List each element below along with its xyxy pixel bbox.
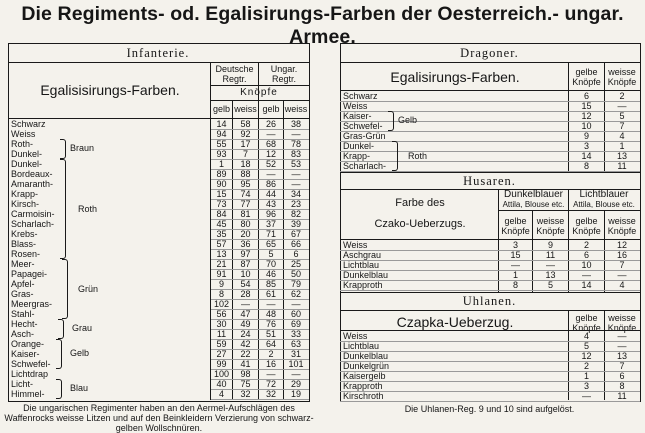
husaren-header: Husaren. bbox=[463, 174, 516, 188]
infanterie-row-value: 26 bbox=[265, 119, 276, 129]
ungar-header: Ungar. Regtr. bbox=[270, 64, 298, 84]
brace-gruen bbox=[62, 259, 68, 319]
infanterie-row-value: 29 bbox=[290, 379, 301, 389]
infanterie-row-name: Kirsch- bbox=[11, 199, 40, 209]
infanterie-row-value: 80 bbox=[240, 219, 251, 229]
infanterie-row-name: Dunkel- bbox=[11, 149, 43, 159]
infanterie-row-value: — bbox=[266, 169, 276, 179]
infanterie-row-value: 1 bbox=[218, 159, 224, 169]
infanterie-row-value: 99 bbox=[216, 359, 227, 369]
infanterie-row-value: 25 bbox=[290, 259, 301, 269]
uhlanen-row-name: Lichtblau bbox=[343, 341, 380, 351]
infanterie-row-name: Roth- bbox=[11, 139, 34, 149]
infanterie-row-name: Licht- bbox=[11, 379, 34, 389]
infanterie-row-value: 75 bbox=[240, 379, 251, 389]
infanterie-row-value: 30 bbox=[216, 319, 227, 329]
infanterie-row-value: 65 bbox=[265, 239, 276, 249]
infanterie-row-value: 2 bbox=[268, 349, 274, 359]
uhlanen-row-name: Dunkelgrün bbox=[343, 361, 390, 371]
infanterie-row-value: 42 bbox=[240, 339, 251, 349]
uhlanen-row-value: 7 bbox=[619, 361, 625, 371]
infanterie-row-value: 89 bbox=[216, 169, 227, 179]
group-roth-label: Roth bbox=[78, 204, 98, 214]
brace-roth bbox=[60, 159, 66, 259]
infanterie-row-value: — bbox=[266, 129, 276, 139]
husaren-row-value: — bbox=[511, 260, 520, 270]
dragoner-row-value: 2 bbox=[619, 91, 625, 101]
infanterie-row-value: 90 bbox=[216, 179, 227, 189]
infanterie-row-value: 56 bbox=[216, 309, 227, 319]
infanterie-row-value: 6 bbox=[293, 249, 299, 259]
infanterie-row-value: 66 bbox=[290, 239, 301, 249]
husaren-row-value: 8 bbox=[512, 280, 518, 290]
infanterie-row-value: 78 bbox=[290, 139, 301, 149]
husaren-row-value: — bbox=[546, 260, 555, 270]
infanterie-row-value: 13 bbox=[216, 249, 227, 259]
infanterie-row-name: Asch- bbox=[11, 329, 35, 339]
infanterie-row-value: 7 bbox=[242, 149, 248, 159]
infanterie-row-name: Schwarz bbox=[11, 119, 46, 129]
dragoner-row-name: Gras-Grün bbox=[343, 131, 386, 141]
infanterie-row-value: 77 bbox=[240, 199, 251, 209]
knopfe-header: Knöpfe bbox=[240, 87, 278, 98]
infanterie-row-value: 32 bbox=[265, 389, 276, 399]
uhlanen-row-value: — bbox=[582, 391, 591, 401]
dragoner-weisse-header: weisse Knöpfe bbox=[607, 67, 637, 87]
deutsche-header: Deutsche Regtr. bbox=[215, 64, 254, 84]
dragoner-row-value: — bbox=[617, 101, 627, 111]
infanterie-row-value: 91 bbox=[216, 269, 227, 279]
husaren-row-value: 10 bbox=[581, 260, 592, 270]
uhlanen-weisse-header: weisse Knöpfe bbox=[607, 313, 637, 333]
husaren-row-value: 3 bbox=[512, 240, 518, 250]
husaren-row-name: Dunkelblau bbox=[343, 270, 389, 280]
infanterie-row-name: Meergras- bbox=[11, 299, 53, 309]
infanterie-row-value: 85 bbox=[265, 279, 276, 289]
infanterie-row-value: 35 bbox=[216, 229, 227, 239]
infanterie-row-value: 43 bbox=[265, 199, 276, 209]
infanterie-row-value: 46 bbox=[265, 269, 276, 279]
infanterie-row-value: 9 bbox=[218, 279, 224, 289]
husaren-row-value: 12 bbox=[616, 240, 627, 250]
brace-blau bbox=[56, 379, 62, 399]
infanterie-row-value: — bbox=[241, 299, 250, 309]
infanterie-row-name: Kaiser- bbox=[11, 349, 40, 359]
infanterie-row-value: 4 bbox=[218, 389, 224, 399]
husaren-lichtblauer: Lichtblauer bbox=[579, 189, 629, 200]
infanterie-row-value: 67 bbox=[290, 229, 301, 239]
infanterie-row-name: Krapp- bbox=[11, 189, 39, 199]
infanterie-row-value: 74 bbox=[240, 189, 251, 199]
infanterie-row-value: — bbox=[291, 129, 301, 139]
infanterie-row-value: 17 bbox=[240, 139, 251, 149]
infanterie-header: Infanterie. bbox=[126, 46, 190, 60]
infanterie-row-value: 39 bbox=[290, 219, 301, 229]
dragoner-row-value: 10 bbox=[581, 121, 592, 131]
group-gelb-label: Gelb bbox=[70, 348, 90, 358]
infanterie-row-name: Himmel- bbox=[11, 389, 45, 399]
uhlanen-header: Uhlanen. bbox=[462, 294, 517, 308]
husaren-attila-2: Attila, Blouse etc. bbox=[573, 200, 635, 209]
dragoner-row-value: 6 bbox=[583, 91, 589, 101]
infanterie-row-value: 62 bbox=[290, 289, 301, 299]
uhlanen-row-name: Kirschroth bbox=[343, 391, 384, 401]
husaren-row-value: 13 bbox=[545, 270, 556, 280]
infanterie-row-value: 64 bbox=[265, 339, 276, 349]
dragoner-row-value: 4 bbox=[619, 131, 625, 141]
infanterie-row-value: 32 bbox=[240, 389, 251, 399]
infanterie-row-value: 53 bbox=[290, 159, 301, 169]
husaren-dunkelblauer: Dunkelblauer bbox=[504, 189, 563, 200]
infanterie-row-value: 71 bbox=[265, 229, 276, 239]
uhlanen-row-name: Weiss bbox=[343, 331, 368, 341]
husaren-gelbe-1: gelbe Knöpfe bbox=[501, 216, 530, 236]
infanterie-row-value: 22 bbox=[240, 349, 251, 359]
infanterie-row-value: 45 bbox=[216, 219, 227, 229]
infanterie-row-name: Hecht- bbox=[11, 319, 38, 329]
uhlanen-gelbe-header: gelbe Knöpfe bbox=[572, 313, 601, 333]
infanterie-row-value: 55 bbox=[216, 139, 227, 149]
infanterie-row-value: 98 bbox=[240, 369, 251, 379]
infanterie-row-value: 36 bbox=[240, 239, 251, 249]
infanterie-row-rule bbox=[211, 399, 309, 400]
infanterie-row-value: — bbox=[266, 299, 276, 309]
infanterie-row-value: 61 bbox=[265, 289, 276, 299]
uhlanen-row-value: 8 bbox=[619, 381, 625, 391]
infanterie-row-value: 15 bbox=[216, 189, 227, 199]
dragoner-row-name: Kaiser- bbox=[343, 111, 372, 121]
infanterie-row-value: 19 bbox=[290, 389, 301, 399]
infanterie-row-value: 27 bbox=[216, 349, 227, 359]
infanterie-row-name: Amaranth- bbox=[11, 179, 54, 189]
infanterie-row-value: 40 bbox=[216, 379, 227, 389]
dragoner-group-roth-label: Roth bbox=[408, 151, 428, 161]
infanterie-row-value: 83 bbox=[290, 149, 301, 159]
infanterie-row-value: 14 bbox=[216, 119, 227, 129]
infanterie-row-value: 69 bbox=[290, 319, 301, 329]
dragoner-column-title: Egalisirungs-Farben. bbox=[390, 69, 520, 85]
husaren-row-value: 11 bbox=[545, 250, 556, 260]
infanterie-row-name: Blass- bbox=[11, 239, 37, 249]
infanterie-row-name: Meer- bbox=[11, 259, 35, 269]
sub-weiss-2: weiss bbox=[284, 104, 308, 114]
husaren-row-value: 4 bbox=[619, 280, 625, 290]
infanterie-row-value: 8 bbox=[218, 289, 224, 299]
dragoner-brace-gelb bbox=[388, 111, 394, 131]
husaren-row-value: 9 bbox=[547, 240, 553, 250]
infanterie-row-value: 50 bbox=[290, 269, 301, 279]
infanterie-row-name: Bordeaux- bbox=[11, 169, 53, 179]
infanterie-row-value: — bbox=[291, 299, 301, 309]
infanterie-row-value: 88 bbox=[240, 169, 251, 179]
infanterie-row-value: 18 bbox=[240, 159, 251, 169]
infanterie-row-value: 20 bbox=[240, 229, 251, 239]
uhlanen-row-value: 12 bbox=[581, 351, 592, 361]
infanterie-row-value: 68 bbox=[265, 139, 276, 149]
husaren-row-name: Weiss bbox=[343, 240, 368, 250]
uhlanen-row-value: 3 bbox=[583, 381, 589, 391]
infanterie-row-name: Gras- bbox=[11, 289, 34, 299]
infanterie-row-value: 100 bbox=[213, 369, 230, 379]
dragoner-row-value: 13 bbox=[616, 151, 627, 161]
dragoner-row-name: Scharlach- bbox=[343, 161, 387, 171]
husaren-row-value: 14 bbox=[581, 280, 592, 290]
infanterie-row-name: Weiss bbox=[11, 129, 36, 139]
infanterie-row-value: 16 bbox=[265, 359, 276, 369]
uhlanen-row-value: 11 bbox=[617, 391, 627, 401]
infanterie-row-value: 38 bbox=[290, 119, 301, 129]
infanterie-row-value: 84 bbox=[216, 209, 227, 219]
infanterie-row-value: 5 bbox=[268, 249, 274, 259]
husaren-row-value: 2 bbox=[583, 240, 589, 250]
infanterie-row-value: 51 bbox=[265, 329, 276, 339]
infanterie-row-value: 47 bbox=[240, 309, 251, 319]
infanterie-row-name: Schwefel- bbox=[11, 359, 51, 369]
infanterie-row-value: 96 bbox=[265, 209, 276, 219]
group-gruen-label: Grün bbox=[78, 284, 99, 294]
dragoner-row-name: Dunkel- bbox=[343, 141, 375, 151]
dragoner-row-value: 1 bbox=[619, 141, 625, 151]
infanterie-row-value: — bbox=[291, 179, 301, 189]
infanterie-row-value: 72 bbox=[265, 379, 276, 389]
dragoner-row-value: 3 bbox=[583, 141, 589, 151]
infanterie-row-value: 41 bbox=[240, 359, 251, 369]
infanterie-row-value: 59 bbox=[216, 339, 227, 349]
infanterie-row-value: 52 bbox=[265, 159, 276, 169]
infanterie-row-value: 63 bbox=[290, 339, 301, 349]
infanterie-row-value: 23 bbox=[290, 199, 301, 209]
infanterie-row-name: Papagei- bbox=[11, 269, 48, 279]
husaren-row-value: — bbox=[582, 270, 591, 280]
infanterie-row-name: Apfel- bbox=[11, 279, 35, 289]
page-title: Die Regiments- od. Egalisirungs-Farben der Oesterreich.- ungar. Armee. bbox=[21, 3, 624, 48]
infanterie-row-value: 31 bbox=[290, 349, 301, 359]
sub-gelb-1: gelb bbox=[212, 104, 230, 114]
infanterie-row-value: 24 bbox=[240, 329, 251, 339]
husaren-row-name: Krapproth bbox=[343, 280, 383, 290]
husaren-attila-1: Attila, Blouse etc. bbox=[502, 200, 565, 209]
uhlanen-row-name: Krapproth bbox=[343, 381, 383, 391]
infanterie-row-name: Lichtdrap bbox=[11, 369, 49, 379]
dragoner-row-value: 14 bbox=[581, 151, 592, 161]
group-blau-label: Blau bbox=[70, 383, 89, 393]
infanterie-row-name: Krebs- bbox=[11, 229, 38, 239]
sub-weiss-1: weiss bbox=[234, 104, 257, 114]
infanterie-row-value: — bbox=[291, 369, 301, 379]
brace-grau bbox=[58, 319, 64, 339]
husaren-row-value: 6 bbox=[583, 250, 589, 260]
infanterie-column-title: Egalisisirungs-Farben. bbox=[40, 82, 180, 98]
husaren-row-rule bbox=[340, 290, 640, 291]
dragoner-row-value: 11 bbox=[617, 161, 627, 171]
dragoner-header: Dragoner. bbox=[460, 46, 519, 60]
dragoner-row-value: 5 bbox=[619, 111, 625, 121]
infanterie-row-value: 60 bbox=[290, 309, 301, 319]
infanterie-row-value: 28 bbox=[240, 289, 251, 299]
dragoner-row-value: 8 bbox=[583, 161, 589, 171]
infanterie-row-value: 97 bbox=[240, 249, 251, 259]
infanterie-row-value: 70 bbox=[265, 259, 276, 269]
uhlanen-row-value: — bbox=[617, 341, 627, 351]
husaren-czako-label: Czako-Ueberzugs. bbox=[374, 218, 466, 230]
infanterie-row-name: Stahl- bbox=[11, 309, 35, 319]
uhlanen-row-name: Dunkelblau bbox=[343, 351, 389, 361]
husaren-weisse-1: weisse Knöpfe bbox=[536, 216, 565, 236]
infanterie-footnote: Die ungarischen Regimenter haben an den Aermel-Aufschlägen des Waffenrocks weisse Litzen und auf den Beinkleidern Verzierung von schwarz-gelben Wollschnüren. bbox=[4, 403, 314, 433]
sub-gelb-2: gelb bbox=[262, 104, 280, 114]
infanterie-row-value: 87 bbox=[240, 259, 251, 269]
infanterie-row-name: Scharlach- bbox=[11, 219, 55, 229]
infanterie-row-value: 92 bbox=[240, 129, 251, 139]
infanterie-row-value: 33 bbox=[290, 329, 301, 339]
brace-braun bbox=[60, 139, 66, 159]
uhlanen-row-value: 4 bbox=[583, 331, 589, 341]
infanterie-row-value: 12 bbox=[265, 149, 276, 159]
uhlanen-column-title: Czapka-Ueberzug. bbox=[396, 314, 514, 330]
infanterie-row-value: 58 bbox=[240, 119, 251, 129]
dragoner-row-name: Schwefel- bbox=[343, 121, 383, 131]
husaren-gelbe-2: gelbe Knöpfe bbox=[572, 216, 601, 236]
uhlanen-row-value: 5 bbox=[583, 341, 589, 351]
infanterie-row-value: 10 bbox=[240, 269, 251, 279]
infanterie-row-name: Carmoisin- bbox=[11, 209, 55, 219]
husaren-row-name: Lichtblau bbox=[343, 260, 380, 270]
infanterie-row-value: 48 bbox=[265, 309, 276, 319]
uhlanen-row-value: 1 bbox=[583, 371, 589, 381]
husaren-row-name: Aschgrau bbox=[343, 250, 382, 260]
group-grau-label: Grau bbox=[72, 323, 93, 333]
infanterie-row-value: — bbox=[266, 369, 276, 379]
infanterie-row-name: Rosen- bbox=[11, 249, 41, 259]
uhlanen-row-rule bbox=[340, 401, 640, 402]
husaren-weisse-2: weisse Knöpfe bbox=[607, 216, 637, 236]
brace-gelb bbox=[56, 339, 62, 369]
dragoner-row-value: 15 bbox=[581, 101, 592, 111]
infanterie-row-value: — bbox=[291, 169, 301, 179]
uhlanen-row-value: 6 bbox=[619, 371, 625, 381]
dragoner-row-name: Krapp- bbox=[343, 151, 371, 161]
infanterie-row-value: 82 bbox=[290, 209, 301, 219]
dragoner-brace-roth bbox=[392, 141, 398, 171]
infanterie-row-name: Dunkel- bbox=[11, 159, 43, 169]
uhlanen-row-value: 13 bbox=[616, 351, 627, 361]
uhlanen-footnote: Die Uhlanen-Reg. 9 und 10 sind aufgelöst. bbox=[404, 404, 575, 414]
dragoner-row-name: Weiss bbox=[343, 101, 368, 111]
infanterie-row-value: 44 bbox=[265, 189, 276, 199]
husaren-row-value: — bbox=[617, 270, 627, 280]
uhlanen-row-value: 2 bbox=[583, 361, 589, 371]
infanterie-row-value: 94 bbox=[216, 129, 227, 139]
uhlanen-row-name: Kaisergelb bbox=[343, 371, 386, 381]
infanterie-row-name: Orange- bbox=[11, 339, 45, 349]
dragoner-row-value: 12 bbox=[581, 111, 592, 121]
infanterie-row-value: 81 bbox=[240, 209, 251, 219]
husaren-row-value: 7 bbox=[619, 260, 625, 270]
group-braun-label: Braun bbox=[70, 143, 95, 153]
infanterie-row-value: 21 bbox=[216, 259, 227, 269]
infanterie-row-value: 95 bbox=[240, 179, 251, 189]
husaren-row-value: 5 bbox=[547, 280, 553, 290]
infanterie-row-value: 34 bbox=[290, 189, 301, 199]
husaren-row-value: 1 bbox=[512, 270, 518, 280]
dragoner-row-name: Schwarz bbox=[343, 91, 378, 101]
dragoner-row-value: 7 bbox=[619, 121, 625, 131]
infanterie-row-value: 86 bbox=[265, 179, 276, 189]
dragoner-row-value: 9 bbox=[583, 131, 589, 141]
infanterie-row-value: 73 bbox=[216, 199, 227, 209]
infanterie-row-value: 93 bbox=[216, 149, 227, 159]
infanterie-row-value: 37 bbox=[265, 219, 276, 229]
infanterie-row-value: 102 bbox=[213, 299, 230, 309]
infanterie-row-value: 11 bbox=[216, 329, 227, 339]
infanterie-row-value: 79 bbox=[290, 279, 301, 289]
infanterie-row-value: 101 bbox=[288, 359, 304, 369]
husaren-row-value: 15 bbox=[510, 250, 521, 260]
infanterie-row-value: 49 bbox=[240, 319, 251, 329]
husaren-row-value: 16 bbox=[616, 250, 627, 260]
uhlanen-row-value: — bbox=[617, 331, 627, 341]
husaren-farbe-label: Farbe des bbox=[395, 197, 445, 209]
infanterie-row-value: 57 bbox=[216, 239, 227, 249]
dragoner-group-gelb-label: Gelb bbox=[398, 115, 418, 125]
dragoner-gelbe-header: gelbe Knöpfe bbox=[572, 67, 601, 87]
infanterie-row-value: 76 bbox=[265, 319, 276, 329]
infanterie-row-value: 54 bbox=[240, 279, 251, 289]
